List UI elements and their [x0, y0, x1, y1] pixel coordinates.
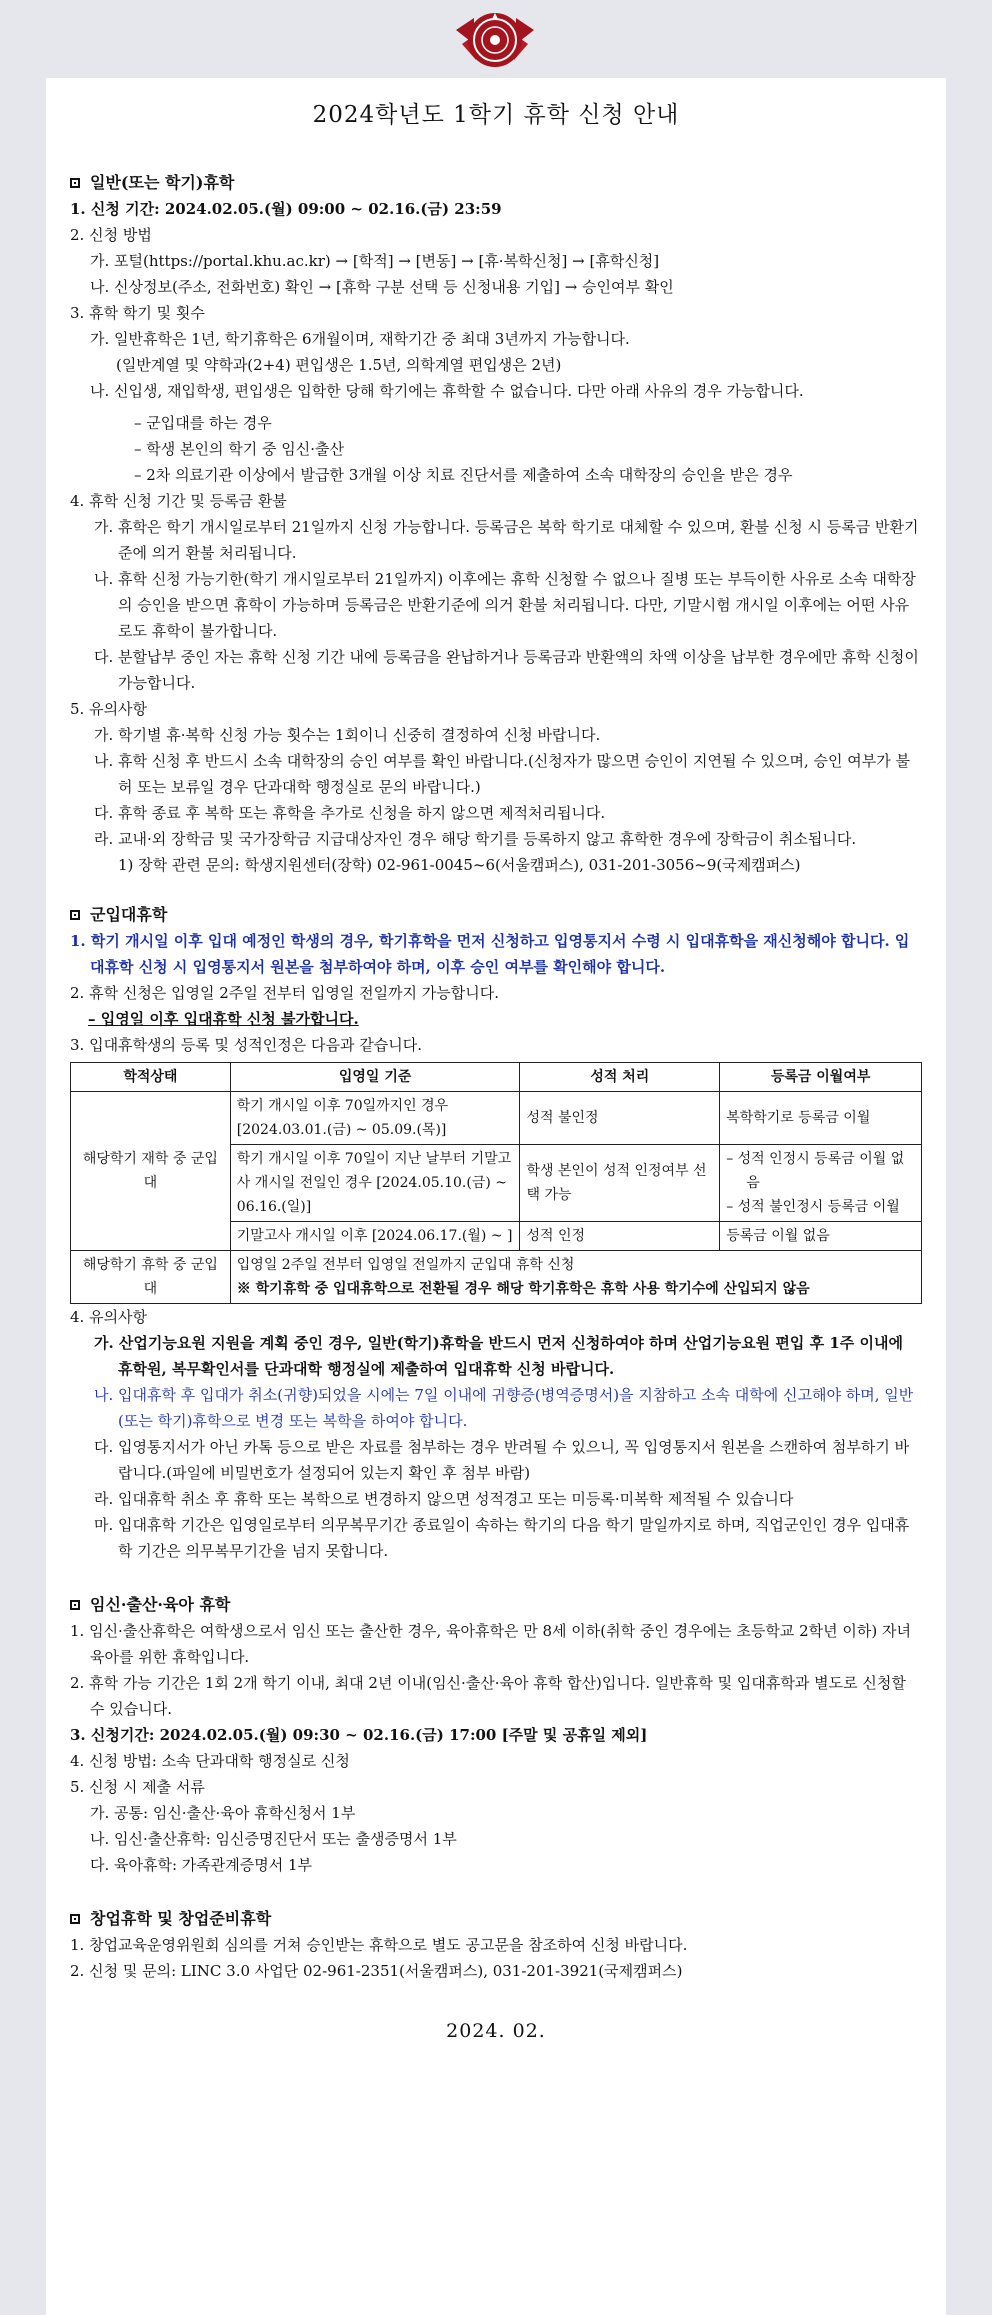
square-bullet-icon	[70, 910, 80, 920]
list-item: 3. 휴학 학기 및 횟수	[70, 304, 205, 322]
list-item: 5. 신청 시 제출 서류	[70, 1778, 205, 1796]
table-cell: 학기 개시일 이후 70일까지인 경우 [2024.03.01.(금) ~ 05.09.(목)]	[230, 1092, 520, 1145]
list-item: 나. 임신·출산휴학: 임신증명진단서 또는 출생증명서 1부	[90, 1830, 457, 1848]
list-item: 2. 휴학 신청은 입영일 2주일 전부터 입영일 전일까지 가능합니다.	[70, 984, 500, 1002]
list-item: 2. 신청 방법	[70, 226, 152, 244]
list-item: 나. 휴학 신청 후 반드시 소속 대학장의 승인 여부를 확인 바랍니다.(신청자가 많으면 승인이 지연될 수 있으며, 승인 여부가 불허 또는 보류일 경우 단과대학 행정실로 문의 바랍니다.)	[94, 752, 910, 796]
table-header: 등록금 이월여부	[720, 1063, 922, 1092]
header-bar	[0, 0, 992, 78]
list-item: 가. 일반휴학은 1년, 학기휴학은 6개월이며, 재학기간 중 최대 3년까지 가능합니다.	[90, 330, 630, 348]
table-cell: 해당학기 재학 중 군입대	[71, 1092, 231, 1251]
document-date: 2024. 02.	[446, 2020, 546, 2042]
emphasis-notice: 1. 학기 개시일 이후 입대 예정인 학생의 경우, 학기휴학을 먼저 신청하고 입영통지서 수령 시 입대휴학을 재신청해야 합니다. 입대휴학 신청 시 입영통지서 원본을 첨부하여야 하며, 이후 승인 여부를 확인해야 합니다.	[70, 932, 910, 976]
university-emblem-icon	[452, 4, 538, 74]
list-item: 4. 유의사항	[70, 1308, 148, 1326]
table-cell: 성적 인정	[520, 1222, 720, 1251]
table-cell: – 성적 인정시 등록금 이월 없음 – 성적 불인정시 등록금 이월	[720, 1145, 922, 1222]
square-bullet-icon	[70, 178, 80, 188]
list-item: 나. 신입생, 재입학생, 편입생은 입학한 당해 학기에는 휴학할 수 없습니다. 다만 아래 사유의 경우 가능합니다.	[90, 382, 804, 400]
section-title: 군입대휴학	[90, 905, 168, 924]
page-title: 2024학년도 1학기 휴학 신청 안내	[312, 102, 680, 128]
list-item: 다. 입영통지서가 아닌 카톡 등으로 받은 자료를 첨부하는 경우 반려될 수 있으니, 꼭 입영통지서 원본을 스캔하여 첨부하기 바랍니다.(파일에 비밀번호가 설정되어 있는지 확인 후 첨부 바람)	[94, 1438, 910, 1482]
list-item: 2. 신청 및 문의: LINC 3.0 사업단 02-961-2351(서울캠퍼스), 031-201-3921(국제캠퍼스)	[70, 1962, 683, 1980]
list-item: – 학생 본인의 학기 중 임신·출산	[134, 440, 344, 458]
table-header: 입영일 기준	[230, 1063, 520, 1092]
list-item: 다. 육아휴학: 가족관계증명서 1부	[90, 1856, 313, 1874]
notice-document	[46, 78, 946, 2315]
list-item: 4. 휴학 신청 기간 및 등록금 환불	[70, 492, 287, 510]
list-item: 5. 유의사항	[70, 700, 148, 718]
table-header-row	[71, 1063, 922, 1092]
section-pregnancy-leave	[70, 1592, 922, 1878]
list-item: 가. 휴학은 학기 개시일로부터 21일까지 신청 가능합니다. 등록금은 복학 학기로 대체할 수 있으며, 환불 신청 시 등록금 반환기준에 의거 환불 처리됩니다.	[94, 518, 919, 562]
period-line: 1. 신청 기간: 2024.02.05.(월) 09:00 ~ 02.16.(금) 23:59	[70, 200, 502, 218]
list-item: 3. 입대휴학생의 등록 및 성적인정은 다음과 같습니다.	[70, 1036, 422, 1054]
warning-note: – 입영일 이후 입대휴학 신청 불가합니다.	[88, 1010, 359, 1028]
section-title: 일반(또는 학기)휴학	[90, 173, 235, 192]
table-cell: 학생 본인이 성적 인정여부 선택 가능	[520, 1145, 720, 1222]
list-item: 가. 산업기능요원 지원을 계획 중인 경우, 일반(학기)휴학을 반드시 먼저 신청하여야 하며 산업기능요원 편입 후 1주 이내에 휴학원, 복무확인서를 단과대학 행정실에 제출하여 입대휴학 신청 바랍니다.	[94, 1334, 903, 1378]
section-title: 창업휴학 및 창업준비휴학	[90, 1909, 272, 1928]
table-row	[71, 1251, 922, 1304]
square-bullet-icon	[70, 1914, 80, 1924]
table-cell: 기말고사 개시일 이후 [2024.06.17.(월) ~ ]	[230, 1222, 520, 1251]
list-item: 1) 장학 관련 문의: 학생지원센터(장학) 02-961-0045~6(서울캠퍼스), 031-201-3056~9(국제캠퍼스)	[118, 856, 801, 874]
section-general-leave	[70, 170, 922, 878]
list-item: (일반계열 및 약학과(2+4) 편입생은 1.5년, 의학계열 편입생은 2년)	[116, 356, 562, 374]
section-military-leave	[70, 902, 922, 1564]
table-row	[71, 1092, 922, 1145]
table-cell: 입영일 2주일 전부터 입영일 전일까지 군입대 휴학 신청 ※ 학기휴학 중 입대휴학으로 전환될 경우 해당 학기휴학은 휴학 사용 학기수에 산입되지 않음	[230, 1251, 921, 1304]
table-cell: 성적 불인정	[520, 1092, 720, 1145]
list-item: 1. 창업교육운영위원회 심의를 거쳐 승인받는 휴학으로 별도 공고문을 참조하여 신청 바랍니다.	[70, 1936, 688, 1954]
list-item: 1. 임신·출산휴학은 여학생으로서 임신 또는 출산한 경우, 육아휴학은 만 8세 이하(취학 중인 경우에는 초등학교 2학년 이하) 자녀 육아를 위한 휴학입니다.	[70, 1622, 911, 1666]
list-item: 나. 휴학 신청 가능기한(학기 개시일로부터 21일까지) 이후에는 휴학 신청할 수 없으나 질병 또는 부득이한 사유로 소속 대학장의 승인을 받으면 휴학이 가능하며 등록금은 반환기준에 의거 환불 처리됩니다. 다만, 기말시험 개시일 이후에는 어떤 사유로도 휴학이 불가합니다.	[94, 570, 916, 640]
list-item: 라. 교내·외 장학금 및 국가장학금 지급대상자인 경우 해당 학기를 등록하지 않고 휴학한 경우에 장학금이 취소됩니다.	[94, 830, 857, 848]
list-item: 가. 공통: 임신·출산·육아 휴학신청서 1부	[90, 1804, 356, 1822]
list-item: 4. 신청 방법: 소속 단과대학 행정실로 신청	[70, 1752, 350, 1770]
list-item: 라. 입대휴학 취소 후 휴학 또는 복학으로 변경하지 않으면 성적경고 또는 미등록·미복학 제적될 수 있습니다	[94, 1490, 794, 1508]
list-item: 다. 분할납부 중인 자는 휴학 신청 기간 내에 등록금을 완납하거나 등록금과 반환액의 차액 이상을 납부한 경우에만 휴학 신청이 가능합니다.	[94, 648, 919, 692]
list-item: 가. 포털(https://portal.khu.ac.kr) → [학적] → [변동] → [휴·복학신청] → [휴학신청]	[90, 252, 660, 270]
list-item: 가. 학기별 휴·복학 신청 가능 횟수는 1회이니 신중히 결정하여 신청 바랍니다.	[94, 726, 601, 744]
section-startup-leave	[70, 1906, 922, 1984]
period-line: 3. 신청기간: 2024.02.05.(월) 09:30 ~ 02.16.(금) 17:00 [주말 및 공휴일 제외]	[70, 1726, 648, 1744]
table-cell: 복학학기로 등록금 이월	[720, 1092, 922, 1145]
list-item: – 2차 의료기관 이상에서 발급한 3개월 이상 치료 진단서를 제출하여 소속 대학장의 승인을 받은 경우	[134, 466, 793, 484]
square-bullet-icon	[70, 1600, 80, 1610]
table-header: 성적 처리	[520, 1063, 720, 1092]
list-item: – 군입대를 하는 경우	[134, 414, 272, 432]
table-cell: 해당학기 휴학 중 군입대	[71, 1251, 231, 1304]
list-item: 다. 휴학 종료 후 복학 또는 휴학을 추가로 신청을 하지 않으면 제적처리됩니다.	[94, 804, 606, 822]
list-item: 나. 신상정보(주소, 전화번호) 확인 → [휴학 구분 선택 등 신청내용 기입] → 승인여부 확인	[90, 278, 674, 296]
military-leave-table	[70, 1062, 922, 1304]
table-cell: 등록금 이월 없음	[720, 1222, 922, 1251]
list-item: 2. 휴학 가능 기간은 1회 2개 학기 이내, 최대 2년 이내(임신·출산·육아 휴학 합산)입니다. 일반휴학 및 입대휴학과 별도로 신청할 수 있습니다.	[70, 1674, 906, 1718]
list-item: 마. 입대휴학 기간은 입영일로부터 의무복무기간 종료일이 속하는 학기의 다음 학기 말일까지로 하며, 직업군인인 경우 입대휴학 기간은 의무복무기간을 넘지 못합니다.	[94, 1516, 910, 1560]
table-header: 학적상태	[71, 1063, 231, 1092]
section-title: 임신·출산·육아 휴학	[90, 1595, 231, 1614]
list-item: 나. 입대휴학 후 입대가 취소(귀향)되었을 시에는 7일 이내에 귀향증(병역증명서)을 지참하고 소속 대학에 신고해야 하며, 일반(또는 학기)휴학으로 변경 또는 복학을 하여야 합니다.	[94, 1386, 914, 1430]
table-cell: 학기 개시일 이후 70일이 지난 날부터 기말고사 개시일 전일인 경우 [2024.05.10.(금) ~ 06.16.(일)]	[230, 1145, 520, 1222]
